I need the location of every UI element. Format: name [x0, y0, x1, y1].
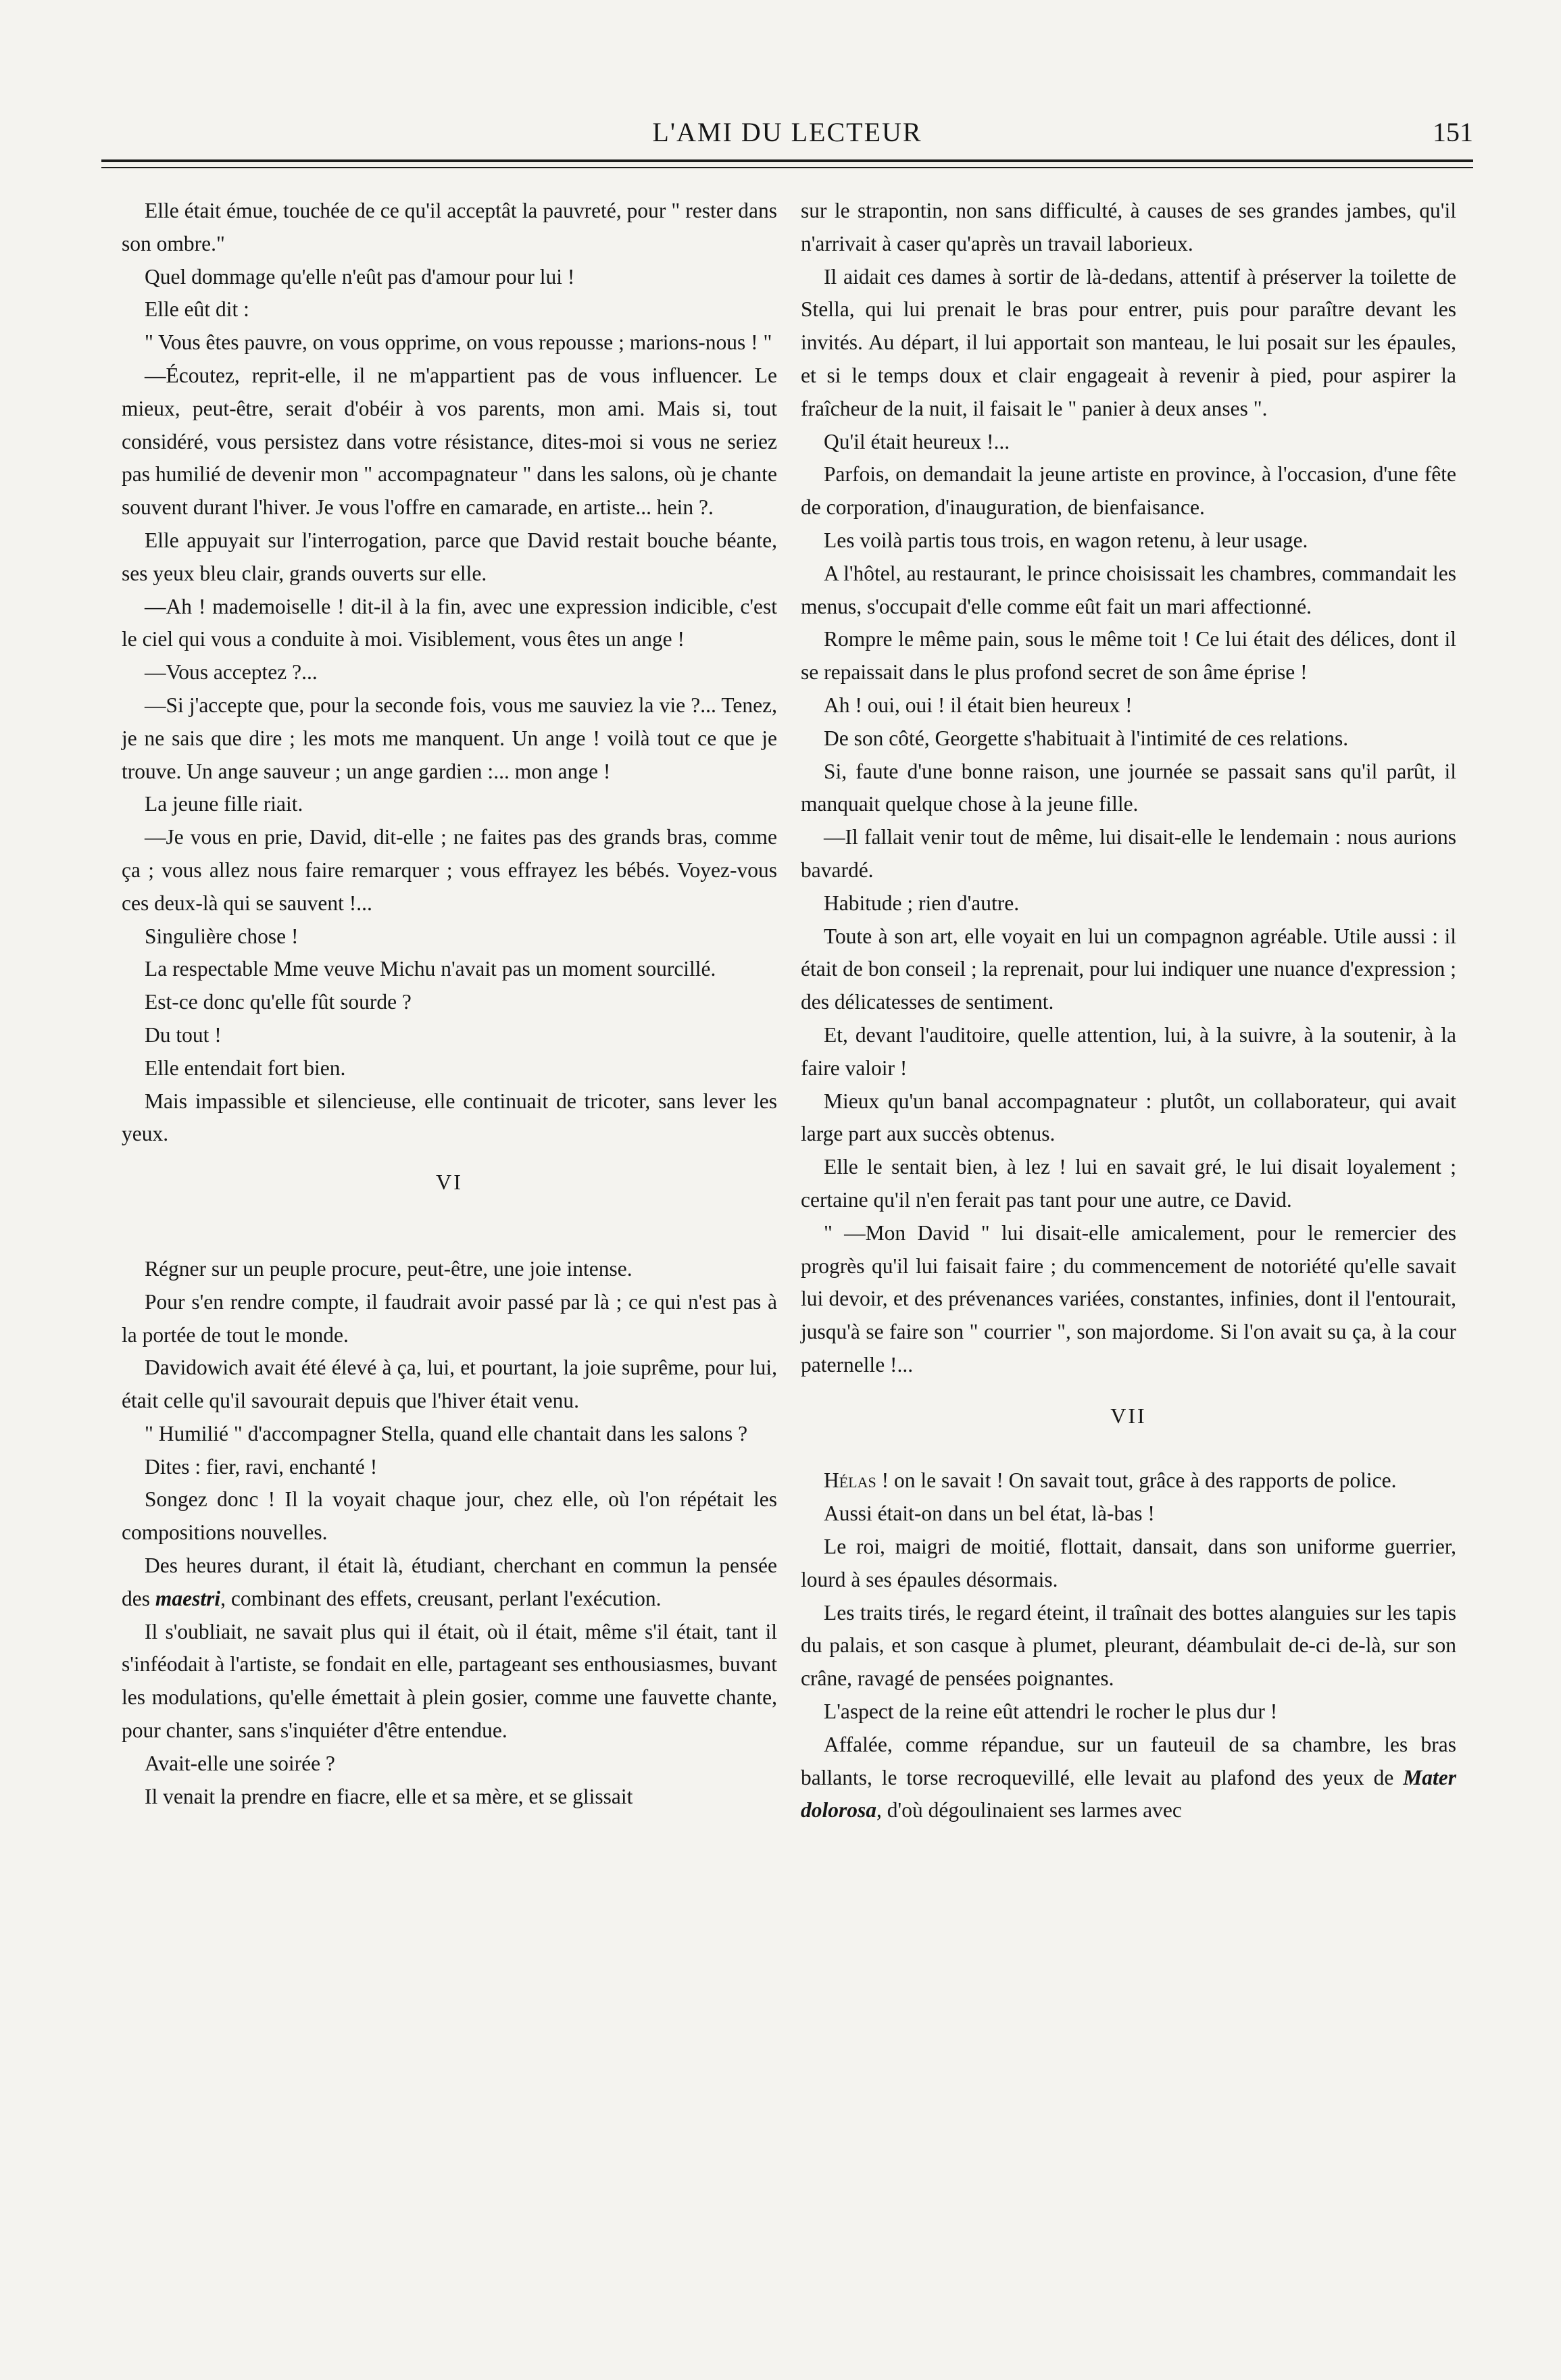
paragraph: La respectable Mme veuve Michu n'avait pas un moment sourcillé.	[145, 957, 716, 981]
paragraph: Du tout !	[145, 1022, 222, 1047]
running-title: L'AMI DU LECTEUR	[652, 117, 922, 147]
paragraph: Parfois, on demandait la jeune artiste en province, à l'occasion, d'une fête de corporation, d'inauguration, de bienfaisance.	[801, 462, 1456, 520]
paragraph: Songez donc ! Il la voyait chaque jour, chez elle, où l'on répétait les compositions nouvelles.	[122, 1487, 777, 1545]
paragraph: La jeune fille riait.	[145, 792, 303, 816]
paragraph: Les voilà partis tous trois, en wagon retenu, à leur usage.	[824, 528, 1308, 552]
paragraph: Ah ! oui, oui ! il était bien heureux !	[824, 693, 1133, 717]
paragraph: Mais impassible et silencieuse, elle continuait de tricoter, sans lever les yeux.	[122, 1089, 777, 1146]
paragraph: —Vous acceptez ?...	[145, 660, 318, 685]
paragraph: Habitude ; rien d'autre.	[824, 891, 1020, 915]
paragraph: Singulière chose !	[145, 924, 299, 948]
paragraph: Il s'oubliait, ne savait plus qui il était, où il était, même s'il était, tant il s'inféodait à l'artiste, se fondait en elle, partageant ses enthousiasmes, buvant les modulations, qu'elle émettait à plein gosier, comme une fauvette chante, pour chanter, sans s'inquiéter d'être entendue.	[122, 1619, 777, 1743]
paragraph: Dites : fier, ravi, enchanté !	[145, 1454, 378, 1479]
right-column	[801, 195, 1456, 1827]
paragraph: —Ah ! mademoiselle ! dit-il à la fin, avec une expression indicible, c'est le ciel qui vous a conduite à moi. Visiblement, vous êtes un ange !	[122, 594, 777, 651]
section-heading: VI	[436, 1170, 463, 1195]
paragraph: Elle entendait fort bien.	[145, 1056, 346, 1080]
paragraph: Elle eût dit :	[145, 297, 249, 322]
paragraph: Toute à son art, elle voyait en lui un compagnon agréable. Utile aussi : il était de bon conseil ; la reprenait, pour lui indiquer une nuance d'expression ; des délicatesses de sentiment.	[801, 924, 1456, 1014]
paragraph: Mieux qu'un banal accompagnateur : plutôt, un collaborateur, qui avait large part aux succès obtenus.	[801, 1089, 1456, 1146]
paragraph	[801, 1464, 1456, 1497]
paragraph: —Je vous en prie, David, dit-elle ; ne faites pas des grands bras, comme ça ; vous allez nous faire remarquer ; vous effrayez les bébés. Voyez-vous ces deux-là qui se sauvent !...	[122, 825, 777, 915]
paragraph: Est-ce donc qu'elle fût sourde ?	[145, 990, 412, 1014]
paragraph: " —Mon David " lui disait-elle amicalement, pour le remercier des progrès qu'il lui faisait faire ; du commencement de notoriété qu'elle savait lui devoir, et des prévenances variées, constantes, infinies, dont il l'entourait, jusqu'à se faire son " courrier ", son majordome. Si l'on avait su ça, à la cour paternelle !...	[801, 1220, 1456, 1377]
paragraph: Si, faute d'une bonne raison, une journée se passait sans qu'il parût, il manquait quelque chose à la jeune fille.	[801, 759, 1456, 816]
paragraph: A l'hôtel, au restaurant, le prince choisissait les chambres, commandait les menus, s'occupait d'elle comme eût fait un mari affectionné.	[801, 561, 1456, 618]
header-rule-thick	[101, 159, 1473, 162]
paragraph: Et, devant l'auditoire, quelle attention, lui, à la suivre, à la soutenir, à la faire valoir !	[801, 1022, 1456, 1080]
paragraph: Avait-elle une soirée ?	[145, 1751, 335, 1775]
paragraph: sur le strapontin, non sans difficulté, à causes de ses grandes jambes, qu'il n'arrivait à caser qu'après un travail laborieux.	[801, 199, 1456, 255]
paragraph: Régner sur un peuple procure, peut-être, une joie intense.	[145, 1256, 633, 1281]
paragraph-text: , combinant des effets, creusant, perlant l'exécution.	[220, 1586, 662, 1610]
paragraph: —Écoutez, reprit-elle, il ne m'appartient pas de vous influencer. Le mieux, peut-être, serait d'obéir à vos parents, mon ami. Mais si, tout considéré, vous persistez dans votre résistance, dites-moi si vous ne seriez pas humilié de devenir mon " accompagnateur " dans les salons, où je chante souvent durant l'hiver. Je vous l'offre en camarade, en artiste... hein ?.	[122, 363, 777, 520]
paragraph	[801, 1729, 1456, 1827]
italic-phrase: Mater dolorosa	[801, 1765, 1456, 1823]
paragraph: De son côté, Georgette s'habituait à l'intimité de ces relations.	[824, 726, 1349, 750]
italic-phrase: maestri	[155, 1586, 221, 1610]
paragraph: L'aspect de la reine eût attendri le rocher le plus dur !	[824, 1700, 1278, 1724]
paragraph: Quel dommage qu'elle n'eût pas d'amour pour lui !	[145, 264, 575, 289]
left-column	[122, 195, 777, 1813]
paragraph: Elle le sentait bien, à lez ! lui en savait gré, le lui disait loyalement ; certaine qu'il n'en ferait pas tant pour une autre, ce David.	[801, 1155, 1456, 1212]
paragraph: Elle était émue, touchée de ce qu'il acceptât la pauvreté, pour " rester dans son ombre."	[122, 199, 777, 255]
paragraph: Le roi, maigri de moitié, flottait, dansait, dans son uniforme guerrier, lourd à ses épaules désormais.	[801, 1535, 1456, 1591]
paragraph: " Humilié " d'accompagner Stella, quand elle chantait dans les salons ?	[145, 1421, 748, 1445]
paragraph: Qu'il était heureux !...	[824, 429, 1010, 453]
paragraph	[122, 1550, 777, 1616]
page-number: 151	[1433, 117, 1473, 147]
paragraph-text: Des heures durant, il était là, étudiant, cherchant en commun la pensée des	[122, 1554, 777, 1610]
small-caps-word: Hélas	[824, 1468, 876, 1493]
header-rule-thin	[101, 167, 1473, 168]
page-header	[101, 116, 1473, 157]
paragraph-text: ! on le savait ! On savait tout, grâce à des rapports de police.	[876, 1468, 1397, 1493]
paragraph: Elle appuyait sur l'interrogation, parce que David restait bouche béante, ses yeux bleu clair, grands ouverts sur elle.	[122, 528, 777, 585]
paragraph-text: Affalée, comme répandue, sur un fauteuil de sa chambre, les bras ballants, le torse recroquevillé, elle levait au plafond des yeux de	[801, 1732, 1456, 1789]
paragraph: Les traits tirés, le regard éteint, il traînait des bottes alanguies sur les tapis du palais, et son casque à plumet, pleurant, déambulait de-ci de-là, sur son crâne, ravagé de pensées poignantes.	[801, 1600, 1456, 1691]
paragraph: " Vous êtes pauvre, on vous opprime, on vous repousse ; marions-nous ! "	[145, 330, 772, 355]
paragraph: Il venait la prendre en fiacre, elle et sa mère, et se glissait	[145, 1784, 633, 1808]
paragraph: Davidowich avait été élevé à ça, lui, et pourtant, la joie suprême, pour lui, était celle qu'il savourait depuis que l'hiver était venu.	[122, 1356, 777, 1413]
paragraph: Pour s'en rendre compte, il faudrait avoir passé par là ; ce qui n'est pas à la portée de tout le monde.	[122, 1289, 777, 1347]
section-heading: VII	[1110, 1403, 1147, 1428]
paragraph: Rompre le même pain, sous le même toit ! Ce lui était des délices, dont il se repaissait dans le plus profond secret de son âme éprise !	[801, 627, 1456, 685]
paragraph: Aussi était-on dans un bel état, là-bas !	[824, 1502, 1155, 1526]
paragraph: Il aidait ces dames à sortir de là-dedans, attentif à préserver la toilette de Stella, qui lui prenait le bras pour entrer, puis pour paraître devant les invités. Au départ, il lui apportait son manteau, le lui posait sur les épaules, et si le temps doux et clair engageait à revenir à pied, pour aspirer la fraîcheur de la nuit, il faisait le " panier à deux anses ".	[801, 264, 1456, 420]
paragraph-text: , d'où dégoulinaient ses larmes avec	[876, 1798, 1182, 1823]
paragraph: —Il fallait venir tout de même, lui disait-elle le lendemain : nous aurions bavardé.	[801, 825, 1456, 882]
paragraph: —Si j'accepte que, pour la seconde fois, vous me sauviez la vie ?... Tenez, je ne sais que dire ; les mots me manquent. Un ange ! voilà tout ce que je trouve. Un ange sauveur ; un ange gardien :... mon ange !	[122, 693, 777, 783]
